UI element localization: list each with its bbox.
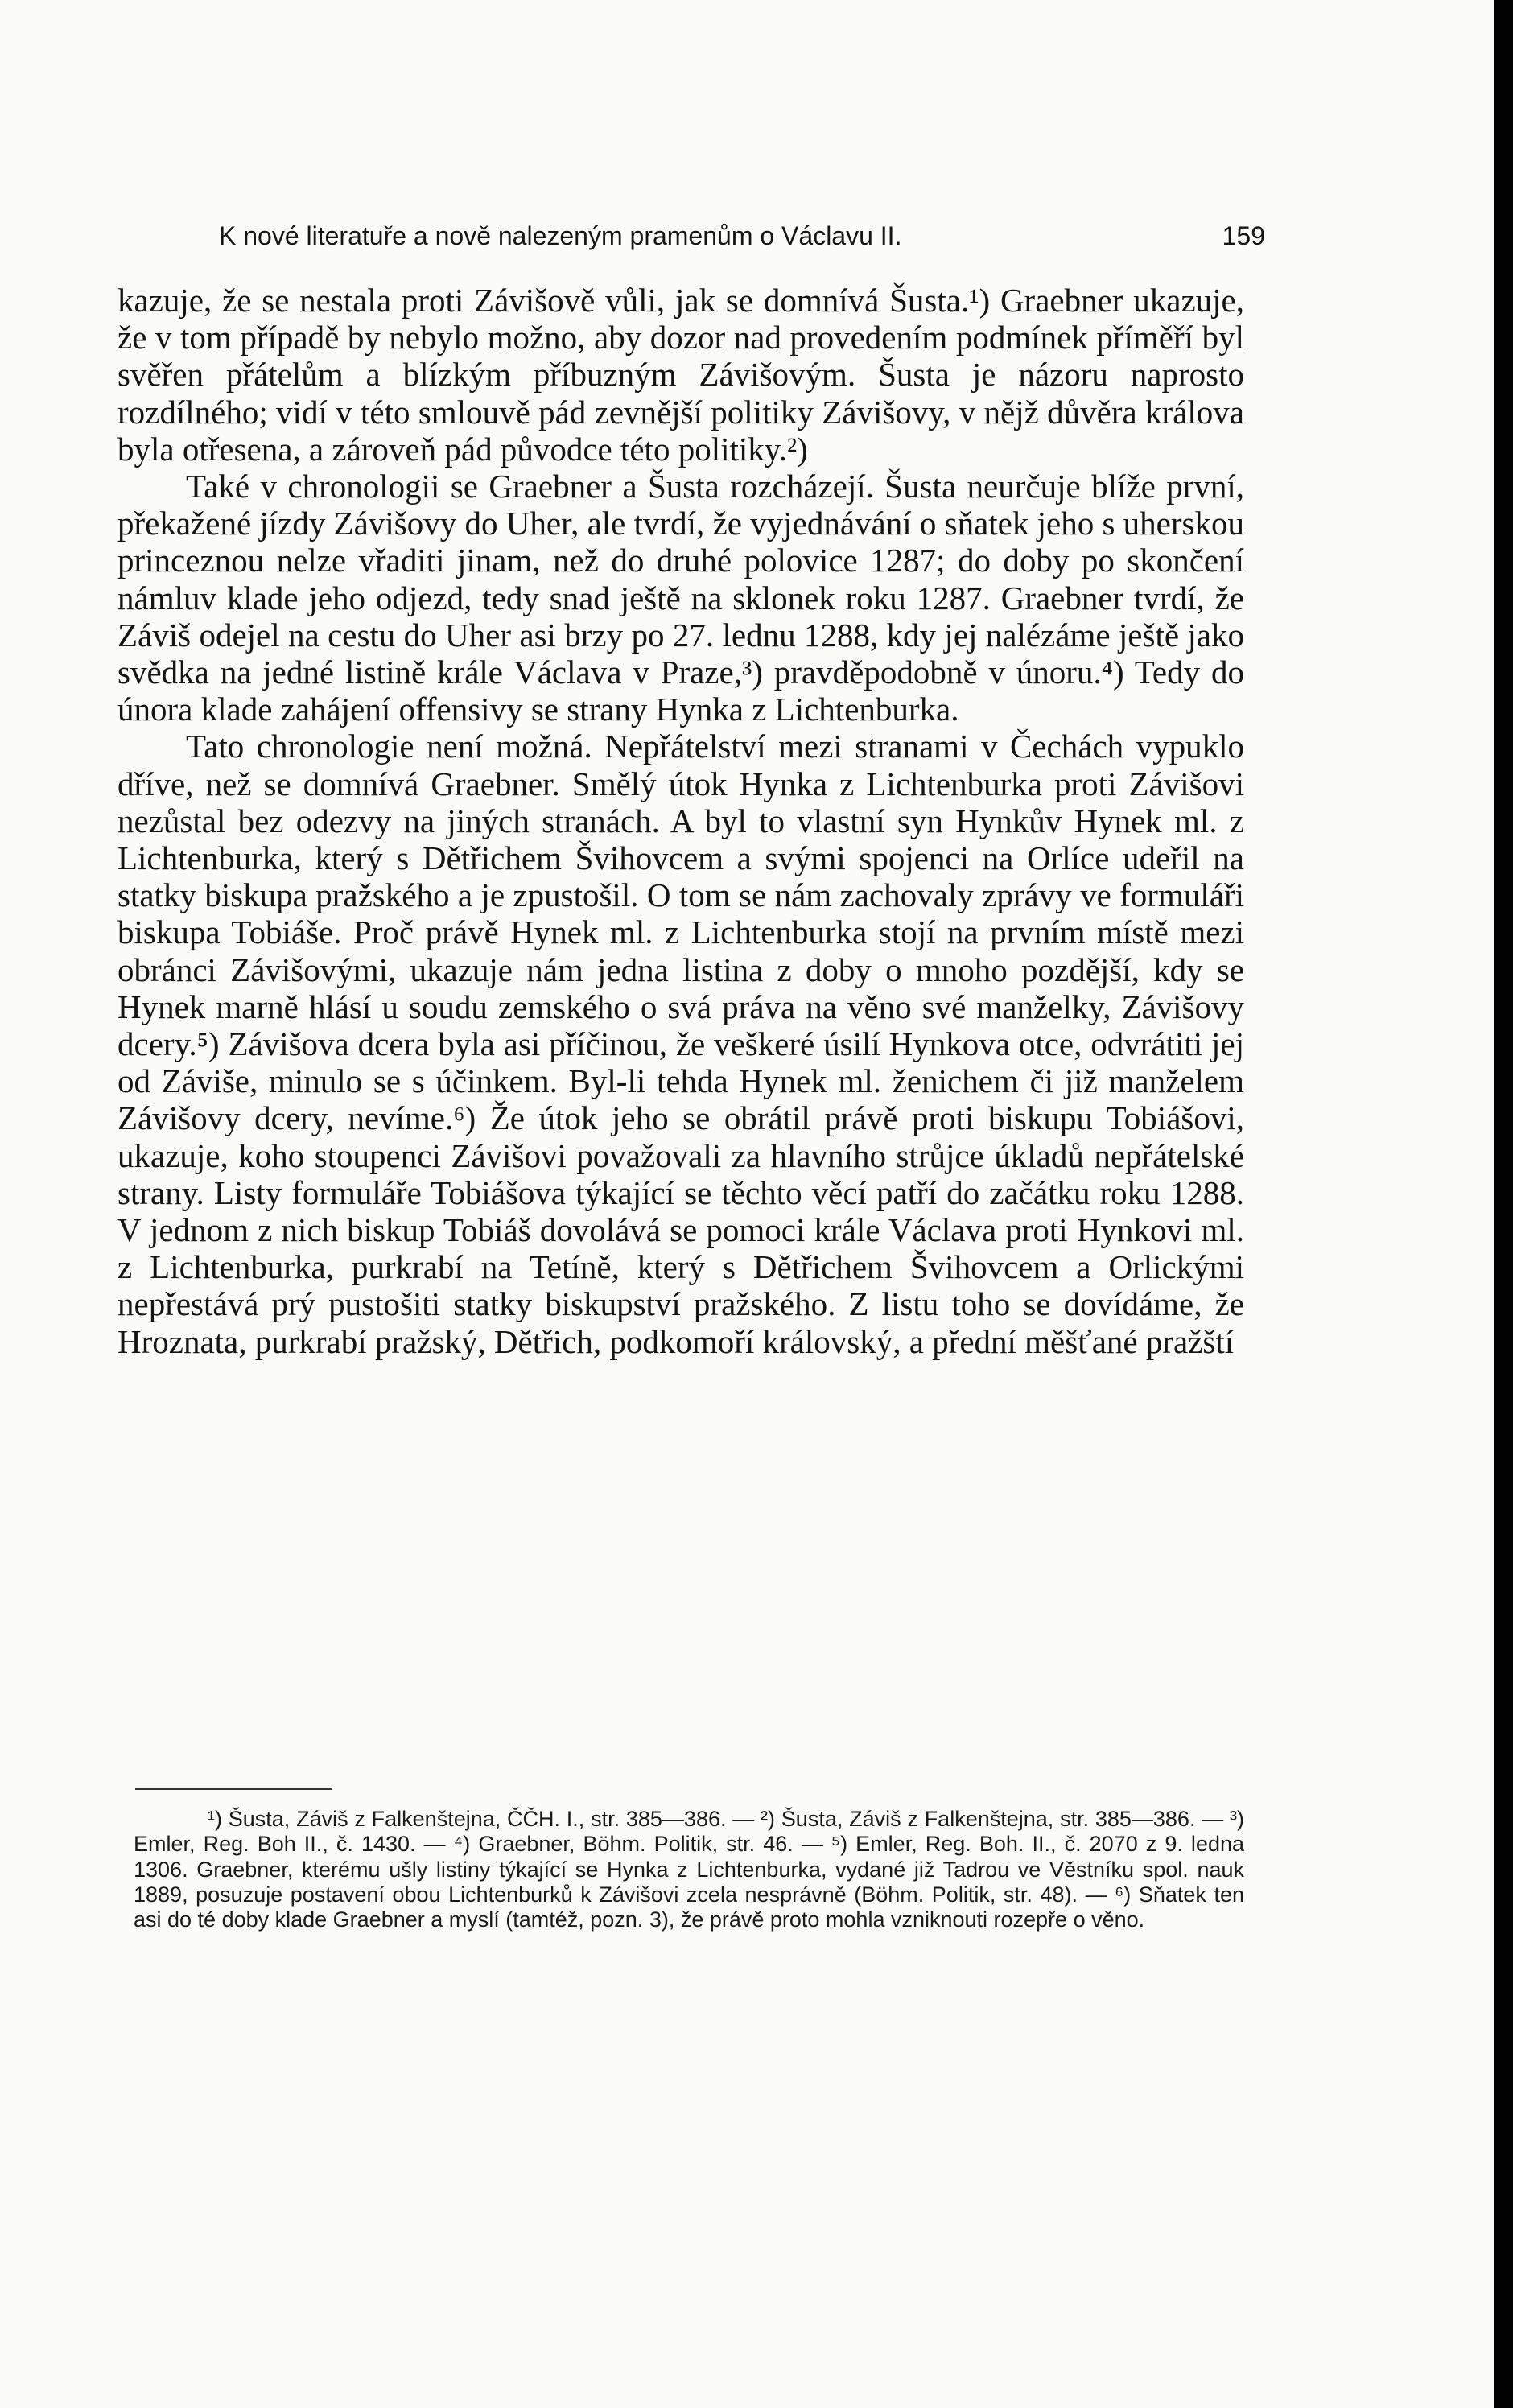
- paragraph: kazuje, že se nestala proti Závišově vůli, jak se domnívá Šusta.¹) Graebner ukazuje, že v tom případě by nebylo možno, aby dozor nad provedením podmínek příměří byl svěřen přátelům a blízkým příbuzným Závišovým. Šusta je názoru naprosto rozdílného; vidí v této smlouvě pád zevnější politiky Závišovy, v nějž důvěra králova byla otřesena, a zároveň pád původce této politiky.²): [117, 282, 1244, 468]
- scan-edge: [1494, 0, 1513, 2408]
- page-header: [219, 221, 1265, 254]
- footnote-rule: [135, 1788, 332, 1790]
- page-number: 159: [1222, 221, 1265, 250]
- paragraph: Tato chronologie není možná. Nepřátelství mezi stranami v Čechách vypuklo dříve, než se domnívá Graebner. Smělý útok Hynka z Lichtenburka proti Závišovi nezůstal bez odezvy na jiných stranách. A byl to vlastní syn Hynkův Hynek ml. z Lichtenburka, který s Dětřichem Švihovcem a svými spojenci na Orlíce udeřil na statky biskupa pražského a je zpustošil. O tom se nám zachovaly zprávy ve formuláři biskupa Tobiáše. Proč právě Hynek ml. z Lichtenburka stojí na prvním místě mezi obránci Závišovými, ukazuje nám jedna listina z doby o mnoho pozdější, kdy se Hynek marně hlásí u soudu zemského o svá práva na věno své manželky, Závišovy dcery.⁵) Závišova dcera byla asi příčinou, že veškeré úsilí Hynkova otce, odvrátiti jej od Záviše, minulo se s účinkem. Byl-li tehda Hynek ml. ženichem či již manželem Závišovy dcery, nevíme.⁶) Že útok jeho se obrátil právě proti biskupu Tobiášovi, ukazuje, koho stoupenci Závišovi považovali za hlavního strůjce úkladů nepřátelské strany. Listy formuláře Tobiášova týkající se těchto věcí patří do začátku roku 1288. V jednom z nich biskup Tobiáš dovolává se pomoci krále Václava proti Hynkovi ml. z Lichtenburka, purkrabí na Tetíně, který s Dětřichem Švihovcem a Orlickými nepřestává prý pustošiti statky biskupství pražského. Z listu toho se dovídáme, že Hroznata, purkrabí pražský, Dětřich, podkomoří královský, a přední měšťané pražští: [117, 728, 1244, 1360]
- footnote-text: ¹) Šusta, Záviš z Falkenštejna, ČČH. I., str. 385—386. — ²) Šusta, Záviš z Falkenštejna, str. 385—386. — ³) Emler, Reg. Boh II., č. 1430. — ⁴) Graebner, Böhm. Politik, str. 46. — ⁵) Emler, Reg. Boh. II., č. 2070 z 9. ledna 1306. Graebner, kterému ušly listiny týkající se Hynka z Lichtenburka, vydané již Tadrou ve Věstníku spol. nauk 1889, posuzuje postavení obou Lichtenburků k Závišovi zcela nesprávně (Böhm. Politik, str. 48). — ⁶) Sňatek ten asi do té doby klade Graebner a myslí (tamtéž, pozn. 3), že právě proto mohla vzniknouti rozepře o věno.: [134, 1807, 1244, 1932]
- main-text: [117, 282, 1244, 1360]
- paragraph: Také v chronologii se Graebner a Šusta rozcházejí. Šusta neurčuje blíže první, překažené jízdy Závišovy do Uher, ale tvrdí, že vyjednávání o sňatek jeho s uherskou princeznou nelze vřaditi jinam, než do druhé polovice 1287; do doby po skončení námluv klade jeho odjezd, tedy snad ještě na sklonek roku 1287. Graebner tvrdí, že Záviš odejel na cestu do Uher asi brzy po 27. lednu 1288, kdy jej nalézáme ještě jako svědka na jedné listině krále Václava v Praze,³) pravděpodobně v únoru.⁴) Tedy do února klade zahájení offensivy se strany Hynka z Lichtenburka.: [117, 468, 1244, 728]
- footnotes: [134, 1807, 1244, 1932]
- running-head: K nové literatuře a nově nalezeným pramenům o Václavu II.: [219, 221, 902, 250]
